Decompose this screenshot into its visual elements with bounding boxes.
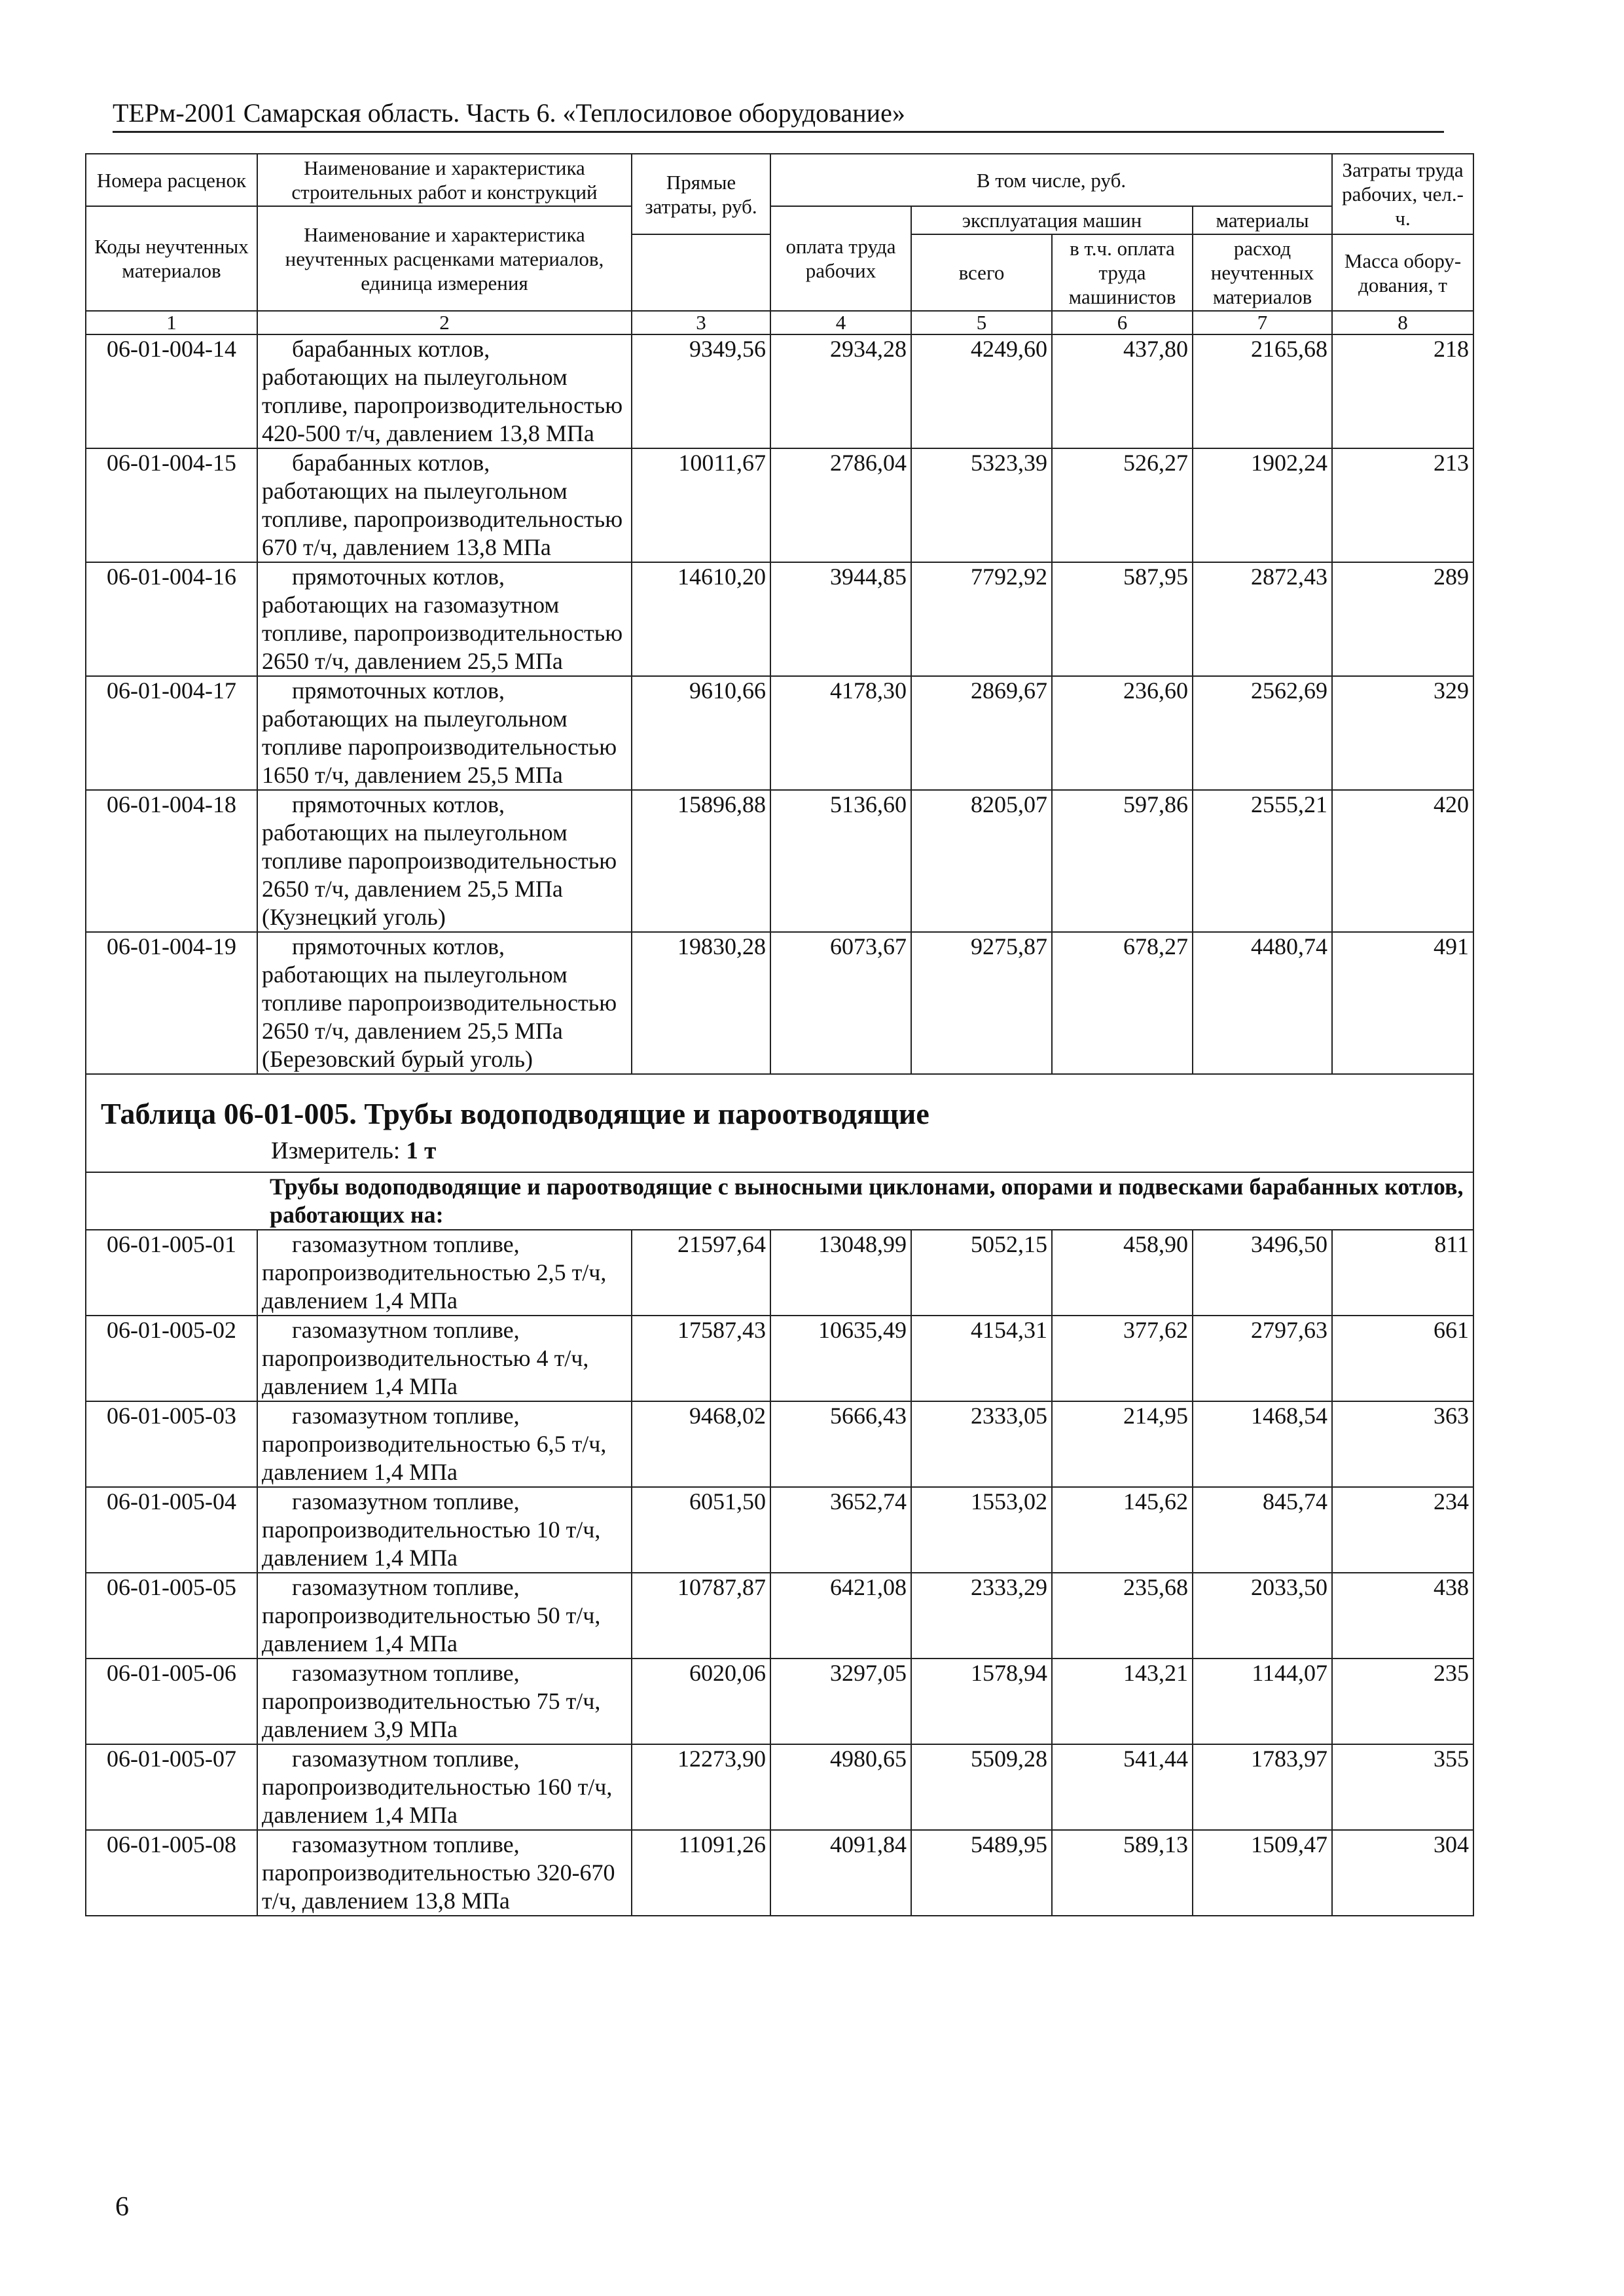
materials-cost-cell: 1783,97	[1193, 1744, 1332, 1830]
materials-cost-cell: 845,74	[1193, 1487, 1332, 1573]
worker-pay-cell: 2786,04	[770, 448, 911, 562]
description-lead: прямоточных котлов,	[292, 933, 505, 960]
worker-pay-cell: 3652,74	[770, 1487, 911, 1573]
description-lead: прямоточных котлов,	[292, 791, 505, 817]
col-number: 3	[632, 311, 770, 334]
col-number: 4	[770, 311, 911, 334]
col8-header-top: Затраты труда рабочих, чел.-ч.	[1332, 154, 1473, 234]
materials-cost-cell: 2555,21	[1193, 790, 1332, 932]
worker-pay-cell: 4091,84	[770, 1830, 911, 1916]
col2-header-bottom: Наименование и характеристика неучтенных расценками материалов, единица измерения	[257, 206, 632, 311]
machinist-pay-cell: 143,21	[1052, 1659, 1193, 1744]
col3-header: Прямые затраты, руб.	[632, 154, 770, 234]
col-number: 6	[1052, 311, 1193, 334]
labor-hours-cell: 661	[1332, 1316, 1473, 1401]
description-rest: паропроизводительностью 2,5 т/ч, давлением 1,4 МПа	[262, 1259, 607, 1314]
materials-cost-cell: 2797,63	[1193, 1316, 1332, 1401]
description-rest: работающих на газомазутном топливе, паропроизводительностью 2650 т/ч, давлением 25,5 МПа	[262, 592, 623, 674]
col-number: 7	[1193, 311, 1332, 334]
machinist-pay-cell: 587,95	[1052, 562, 1193, 676]
rate-description	[257, 334, 632, 448]
column-header-row-2	[86, 206, 1473, 234]
materials-cost-cell: 2562,69	[1193, 676, 1332, 790]
description-rest: работающих на пылеугольном топливе паропроизводительностью 2650 т/ч, давлением 25,5 МПа (Кузнецкий уголь)	[262, 819, 617, 930]
measure-value: 1 т	[406, 1138, 437, 1164]
description-lead: барабанных котлов,	[292, 450, 490, 476]
worker-pay-cell: 5666,43	[770, 1401, 911, 1487]
direct-cost-cell: 9349,56	[632, 334, 770, 448]
description-rest: работающих на пылеугольном топливе, паропроизводительностью 670 т/ч, давлением 13,8 МПа	[262, 478, 623, 560]
rate-code: 06-01-005-06	[86, 1659, 257, 1744]
materials-cost-cell: 4480,74	[1193, 932, 1332, 1074]
column-header-row-1	[86, 154, 1473, 206]
rate-description	[257, 1573, 632, 1659]
rate-description	[257, 790, 632, 932]
direct-cost-cell: 6020,06	[632, 1659, 770, 1744]
col-number: 1	[86, 311, 257, 334]
rates-table	[85, 153, 1474, 1916]
machinist-pay-cell: 678,27	[1052, 932, 1193, 1074]
description-rest: работающих на пылеугольном топливе паропроизводительностью 2650 т/ч, давлением 25,5 МПа (Березовский бурый уголь)	[262, 961, 617, 1072]
direct-cost-cell: 19830,28	[632, 932, 770, 1074]
measure-label: Измеритель:	[271, 1138, 401, 1164]
description-lead: прямоточных котлов,	[292, 677, 505, 704]
labor-hours-cell: 363	[1332, 1401, 1473, 1487]
machinist-pay-cell: 235,68	[1052, 1573, 1193, 1659]
col1-header-bottom: Коды неучтенных материалов	[86, 206, 257, 311]
rate-code: 06-01-005-04	[86, 1487, 257, 1573]
col6-header: в т.ч. оплата труда машинистов	[1052, 234, 1193, 311]
rate-code: 06-01-004-15	[86, 448, 257, 562]
machinist-pay-cell: 597,86	[1052, 790, 1193, 932]
rate-description	[257, 1744, 632, 1830]
description-rest: паропроизводительностью 320-670 т/ч, давлением 13,8 МПа	[262, 1859, 615, 1914]
materials-cost-cell: 2165,68	[1193, 334, 1332, 448]
machinist-pay-cell: 145,62	[1052, 1487, 1193, 1573]
direct-cost-cell: 17587,43	[632, 1316, 770, 1401]
machinist-pay-cell: 589,13	[1052, 1830, 1193, 1916]
direct-cost-cell: 21597,64	[632, 1230, 770, 1316]
materials-cost-cell: 3496,50	[1193, 1230, 1332, 1316]
description-lead: прямоточных котлов,	[292, 564, 505, 590]
col5-header: всего	[911, 234, 1052, 311]
direct-cost-cell: 9610,66	[632, 676, 770, 790]
worker-pay-cell: 6073,67	[770, 932, 911, 1074]
machine-group-header: эксплуатация машин	[911, 206, 1193, 234]
table-row	[86, 1230, 1473, 1316]
rate-code: 06-01-004-18	[86, 790, 257, 932]
rate-description	[257, 676, 632, 790]
labor-hours-cell: 438	[1332, 1573, 1473, 1659]
rate-code: 06-01-004-17	[86, 676, 257, 790]
rate-description	[257, 1487, 632, 1573]
description-lead: барабанных котлов,	[292, 336, 490, 362]
labor-hours-cell: 329	[1332, 676, 1473, 790]
worker-pay-cell: 2934,28	[770, 334, 911, 448]
labor-hours-cell: 811	[1332, 1230, 1473, 1316]
rate-code: 06-01-005-05	[86, 1573, 257, 1659]
labor-hours-cell: 234	[1332, 1487, 1473, 1573]
machine-total-cell: 1553,02	[911, 1487, 1052, 1573]
worker-pay-cell: 3944,85	[770, 562, 911, 676]
worker-pay-cell: 4980,65	[770, 1744, 911, 1830]
col4-header: оплата труда рабочих	[770, 206, 911, 311]
machine-total-cell: 4249,60	[911, 334, 1052, 448]
rate-description	[257, 1316, 632, 1401]
description-rest: паропроизводительностью 75 т/ч, давлением 3,9 МПа	[262, 1688, 601, 1742]
table-row	[86, 334, 1473, 448]
worker-pay-cell: 5136,60	[770, 790, 911, 932]
machine-total-cell: 5509,28	[911, 1744, 1052, 1830]
machine-total-cell: 9275,87	[911, 932, 1052, 1074]
rate-code: 06-01-005-01	[86, 1230, 257, 1316]
direct-cost-cell: 9468,02	[632, 1401, 770, 1487]
table-row	[86, 1573, 1473, 1659]
table-row	[86, 562, 1473, 676]
machine-total-cell: 4154,31	[911, 1316, 1052, 1401]
machine-total-cell: 2333,29	[911, 1573, 1052, 1659]
description-rest: работающих на пылеугольном топливе, паропроизводительностью 420-500 т/ч, давлением 13,8 МПа	[262, 364, 623, 446]
materials-cost-cell: 1902,24	[1193, 448, 1332, 562]
description-lead: газомазутном топливе,	[292, 1831, 520, 1857]
description-rest: паропроизводительностью 4 т/ч, давлением 1,4 МПа	[262, 1345, 589, 1399]
description-lead: газомазутном топливе,	[292, 1317, 520, 1343]
direct-cost-cell: 6051,50	[632, 1487, 770, 1573]
machine-total-cell: 5052,15	[911, 1230, 1052, 1316]
table-row	[86, 1744, 1473, 1830]
table-row	[86, 790, 1473, 932]
rate-description	[257, 1230, 632, 1316]
rate-description	[257, 1659, 632, 1744]
machine-total-cell: 5489,95	[911, 1830, 1052, 1916]
table-title-cell	[86, 1074, 1473, 1172]
machine-total-cell: 7792,92	[911, 562, 1052, 676]
rate-description	[257, 1401, 632, 1487]
rate-code: 06-01-004-19	[86, 932, 257, 1074]
rate-code: 06-01-005-02	[86, 1316, 257, 1401]
col7-header: расход неучтенных материалов	[1193, 234, 1332, 311]
measure-line	[271, 1138, 1458, 1165]
group-heading: Трубы водоподводящие и пароотводящие с выносными циклонами, опорами и подвесками барабанных котлов, работающих на:	[86, 1172, 1473, 1230]
direct-cost-cell: 10787,87	[632, 1573, 770, 1659]
machinist-pay-cell: 236,60	[1052, 676, 1193, 790]
materials-cost-cell: 2033,50	[1193, 1573, 1332, 1659]
machine-total-cell: 2333,05	[911, 1401, 1052, 1487]
worker-pay-cell: 4178,30	[770, 676, 911, 790]
labor-hours-cell: 289	[1332, 562, 1473, 676]
col2-header-top: Наименование и характеристика строительных работ и конструкций	[257, 154, 632, 206]
col-number: 5	[911, 311, 1052, 334]
rate-description	[257, 932, 632, 1074]
description-lead: газомазутном топливе,	[292, 1231, 520, 1257]
rate-code: 06-01-004-16	[86, 562, 257, 676]
labor-hours-cell: 355	[1332, 1744, 1473, 1830]
rate-description	[257, 448, 632, 562]
description-rest: паропроизводительностью 6,5 т/ч, давлением 1,4 МПа	[262, 1431, 607, 1485]
machine-total-cell: 5323,39	[911, 448, 1052, 562]
labor-hours-cell: 304	[1332, 1830, 1473, 1916]
machinist-pay-cell: 458,90	[1052, 1230, 1193, 1316]
worker-pay-cell: 6421,08	[770, 1573, 911, 1659]
direct-cost-cell: 10011,67	[632, 448, 770, 562]
description-rest: паропроизводительностью 160 т/ч, давлением 1,4 МПа	[262, 1774, 613, 1828]
labor-hours-cell: 235	[1332, 1659, 1473, 1744]
materials-header: материалы	[1193, 206, 1332, 234]
direct-cost-cell: 15896,88	[632, 790, 770, 932]
rate-description	[257, 1830, 632, 1916]
col8-header-bottom: Масса обору-дования, т	[1332, 234, 1473, 311]
group-header: В том числе, руб.	[770, 154, 1332, 206]
materials-cost-cell: 1468,54	[1193, 1401, 1332, 1487]
table-row	[86, 676, 1473, 790]
description-lead: газомазутном топливе,	[292, 1488, 520, 1515]
table-title: Таблица 06-01-005. Трубы водоподводящие и пароотводящие	[101, 1097, 929, 1130]
worker-pay-cell: 3297,05	[770, 1659, 911, 1744]
labor-hours-cell: 218	[1332, 334, 1473, 448]
description-lead: газомазутном топливе,	[292, 1660, 520, 1686]
column-numbers-row	[86, 311, 1473, 334]
materials-cost-cell: 2872,43	[1193, 562, 1332, 676]
direct-cost-cell: 12273,90	[632, 1744, 770, 1830]
description-lead: газомазутном топливе,	[292, 1574, 520, 1600]
group-heading-row	[86, 1172, 1473, 1230]
description-rest: работающих на пылеугольном топливе паропроизводительностью 1650 т/ч, давлением 25,5 МПа	[262, 706, 617, 788]
page-header: ТЕРм-2001 Самарская область. Часть 6. «Теплосиловое оборудование»	[113, 97, 1444, 133]
labor-hours-cell: 213	[1332, 448, 1473, 562]
description-rest: паропроизводительностью 10 т/ч, давлением 1,4 МПа	[262, 1516, 601, 1571]
worker-pay-cell: 10635,49	[770, 1316, 911, 1401]
rate-description	[257, 562, 632, 676]
labor-hours-cell: 491	[1332, 932, 1473, 1074]
table-row	[86, 448, 1473, 562]
description-rest: паропроизводительностью 50 т/ч, давлением 1,4 МПа	[262, 1602, 601, 1657]
labor-hours-cell: 420	[1332, 790, 1473, 932]
table-row	[86, 932, 1473, 1074]
col3-header-spacer	[632, 234, 770, 311]
page-number: 6	[115, 2192, 129, 2222]
table-row	[86, 1401, 1473, 1487]
table-row	[86, 1659, 1473, 1744]
materials-cost-cell: 1144,07	[1193, 1659, 1332, 1744]
direct-cost-cell: 14610,20	[632, 562, 770, 676]
direct-cost-cell: 11091,26	[632, 1830, 770, 1916]
table-row	[86, 1830, 1473, 1916]
description-lead: газомазутном топливе,	[292, 1403, 520, 1429]
materials-cost-cell: 1509,47	[1193, 1830, 1332, 1916]
rate-code: 06-01-005-03	[86, 1401, 257, 1487]
machinist-pay-cell: 437,80	[1052, 334, 1193, 448]
worker-pay-cell: 13048,99	[770, 1230, 911, 1316]
table-row	[86, 1316, 1473, 1401]
machinist-pay-cell: 526,27	[1052, 448, 1193, 562]
description-lead: газомазутном топливе,	[292, 1746, 520, 1772]
col1-header-top: Номера расценок	[86, 154, 257, 206]
rate-code: 06-01-005-07	[86, 1744, 257, 1830]
machine-total-cell: 1578,94	[911, 1659, 1052, 1744]
machinist-pay-cell: 377,62	[1052, 1316, 1193, 1401]
table-title-row	[86, 1074, 1473, 1172]
rate-code: 06-01-005-08	[86, 1830, 257, 1916]
machinist-pay-cell: 214,95	[1052, 1401, 1193, 1487]
machine-total-cell: 8205,07	[911, 790, 1052, 932]
col-number: 2	[257, 311, 632, 334]
machinist-pay-cell: 541,44	[1052, 1744, 1193, 1830]
table-row	[86, 1487, 1473, 1573]
machine-total-cell: 2869,67	[911, 676, 1052, 790]
col-number: 8	[1332, 311, 1473, 334]
rate-code: 06-01-004-14	[86, 334, 257, 448]
